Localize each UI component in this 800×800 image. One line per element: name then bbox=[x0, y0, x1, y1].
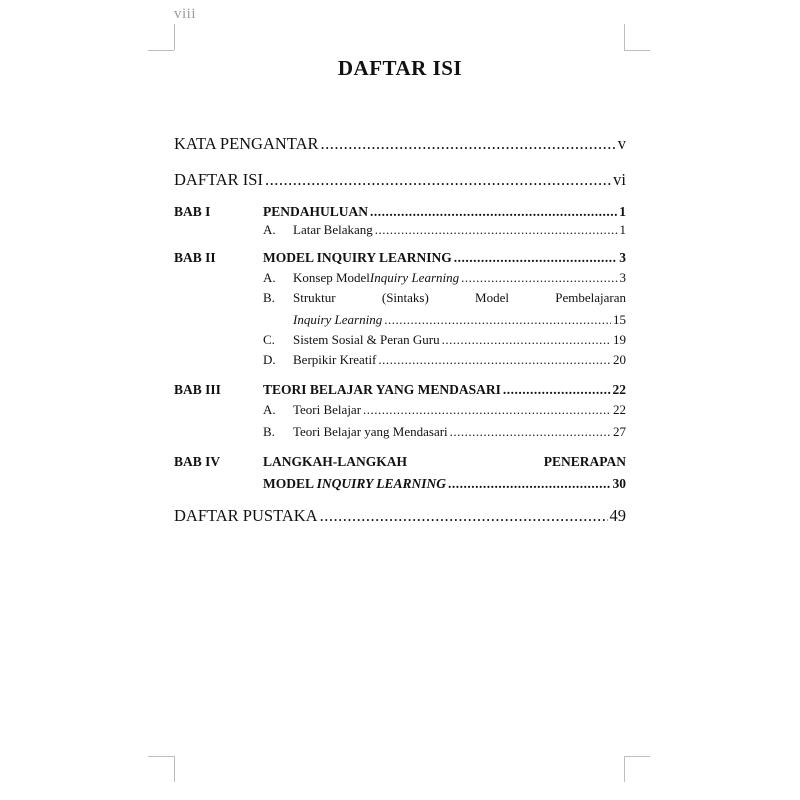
page-title: DAFTAR ISI bbox=[337, 56, 463, 80]
toc-entry-kata-pengantar[interactable] bbox=[174, 134, 626, 154]
chapter-title: TEORI BELAJAR YANG MENDASARI bbox=[263, 382, 501, 397]
toc-chapter-4-continuation[interactable] bbox=[174, 476, 626, 492]
entry-page: v bbox=[617, 134, 626, 153]
subentry-page: 3 bbox=[619, 270, 626, 285]
subentry-letter: C. bbox=[263, 332, 275, 347]
dot-leader bbox=[384, 312, 611, 328]
subentry-page: 15 bbox=[613, 312, 626, 327]
subentry-italic-text: Inquiry Learning bbox=[293, 312, 383, 327]
dot-leader bbox=[461, 270, 617, 286]
toc-subentry[interactable] bbox=[174, 352, 626, 368]
chapter-number: BAB I bbox=[174, 204, 211, 219]
dot-leader bbox=[450, 424, 611, 440]
chapter-title-word: PENERAPAN bbox=[543, 454, 626, 469]
chapter-title: MODEL INQUIRY LEARNING bbox=[263, 250, 452, 265]
subentry-text-justified bbox=[293, 290, 626, 306]
subentry-text: Teori Belajar bbox=[293, 402, 362, 417]
chapter-number: BAB III bbox=[174, 382, 221, 397]
subentry-page: 1 bbox=[619, 222, 626, 237]
toc-chapter-2[interactable] bbox=[174, 250, 626, 266]
crop-mark bbox=[174, 24, 175, 50]
dot-leader bbox=[442, 332, 611, 348]
toc-subentry[interactable] bbox=[174, 270, 626, 286]
toc-entry-daftar-pustaka[interactable] bbox=[174, 506, 626, 526]
subentry-page: 27 bbox=[613, 424, 626, 439]
toc-subentry-continuation[interactable] bbox=[174, 312, 626, 328]
toc-subentry[interactable] bbox=[174, 290, 626, 306]
subentry-letter: B. bbox=[263, 424, 275, 439]
subentry-word: (Sintaks) bbox=[381, 290, 429, 305]
subentry-word: Model bbox=[475, 290, 509, 305]
dot-leader bbox=[370, 204, 617, 220]
chapter-title-justified bbox=[263, 454, 626, 470]
chapter-number: BAB IV bbox=[174, 454, 221, 469]
subentry-text: Sistem Sosial & Peran Guru bbox=[293, 332, 440, 347]
entry-label: KATA PENGANTAR bbox=[174, 134, 319, 153]
entry-label: DAFTAR ISI bbox=[174, 170, 263, 189]
chapter-page: 1 bbox=[619, 204, 626, 219]
dot-leader bbox=[320, 506, 608, 526]
chapter-number: BAB II bbox=[174, 250, 216, 265]
toc-chapter-1[interactable] bbox=[174, 204, 626, 220]
chapter-title: PENDAHULUAN bbox=[263, 204, 369, 219]
subentry-letter: B. bbox=[263, 290, 275, 305]
subentry-text: Latar Belakang bbox=[293, 222, 373, 237]
chapter-title-word: LANGKAH-LANGKAH bbox=[263, 454, 408, 469]
dot-leader bbox=[363, 402, 611, 418]
dot-leader bbox=[265, 170, 611, 190]
subentry-letter: D. bbox=[263, 352, 276, 367]
crop-mark bbox=[624, 756, 625, 782]
toc-subentry[interactable] bbox=[174, 222, 626, 238]
dot-leader bbox=[378, 352, 611, 368]
dot-leader bbox=[321, 134, 616, 154]
dot-leader bbox=[448, 476, 610, 492]
toc-chapter-3[interactable] bbox=[174, 382, 626, 398]
subentry-letter: A. bbox=[263, 222, 276, 237]
dot-leader bbox=[503, 382, 611, 398]
subentry-page: 20 bbox=[613, 352, 626, 367]
toc-subentry[interactable] bbox=[174, 424, 626, 440]
chapter-page: 3 bbox=[619, 250, 626, 265]
entry-page: vi bbox=[613, 170, 626, 189]
crop-mark bbox=[624, 50, 650, 51]
chapter-page: 30 bbox=[612, 476, 626, 491]
crop-mark bbox=[174, 756, 175, 782]
crop-mark bbox=[148, 50, 174, 51]
subentry-word: Struktur bbox=[293, 290, 336, 305]
subentry-text: Teori Belajar yang Mendasari bbox=[293, 424, 448, 439]
subentry-word: Pembelajaran bbox=[555, 290, 626, 305]
subentry-page: 19 bbox=[613, 332, 626, 347]
subentry-page: 22 bbox=[613, 402, 626, 417]
chapter-page: 22 bbox=[612, 382, 626, 397]
subentry-letter: A. bbox=[263, 270, 276, 285]
dot-leader bbox=[375, 222, 618, 238]
entry-page: 49 bbox=[609, 506, 626, 525]
crop-mark bbox=[624, 24, 625, 50]
subentry-italic-text: Inquiry Learning bbox=[369, 270, 460, 285]
crop-mark bbox=[148, 756, 174, 757]
chapter-title: MODEL bbox=[263, 476, 317, 491]
toc-chapter-4[interactable] bbox=[174, 454, 626, 470]
subentry-text: Berpikir Kreatif bbox=[293, 352, 377, 367]
chapter-title-italic: INQUIRY LEARNING bbox=[316, 476, 447, 491]
dot-leader bbox=[454, 250, 617, 266]
page-number: viii bbox=[174, 6, 197, 22]
subentry-text: Konsep Model bbox=[293, 270, 370, 285]
entry-label: DAFTAR PUSTAKA bbox=[174, 506, 318, 525]
toc-subentry[interactable] bbox=[174, 402, 626, 418]
toc-subentry[interactable] bbox=[174, 332, 626, 348]
crop-mark bbox=[624, 756, 650, 757]
subentry-letter: A. bbox=[263, 402, 276, 417]
toc-entry-daftar-isi[interactable] bbox=[174, 170, 626, 190]
